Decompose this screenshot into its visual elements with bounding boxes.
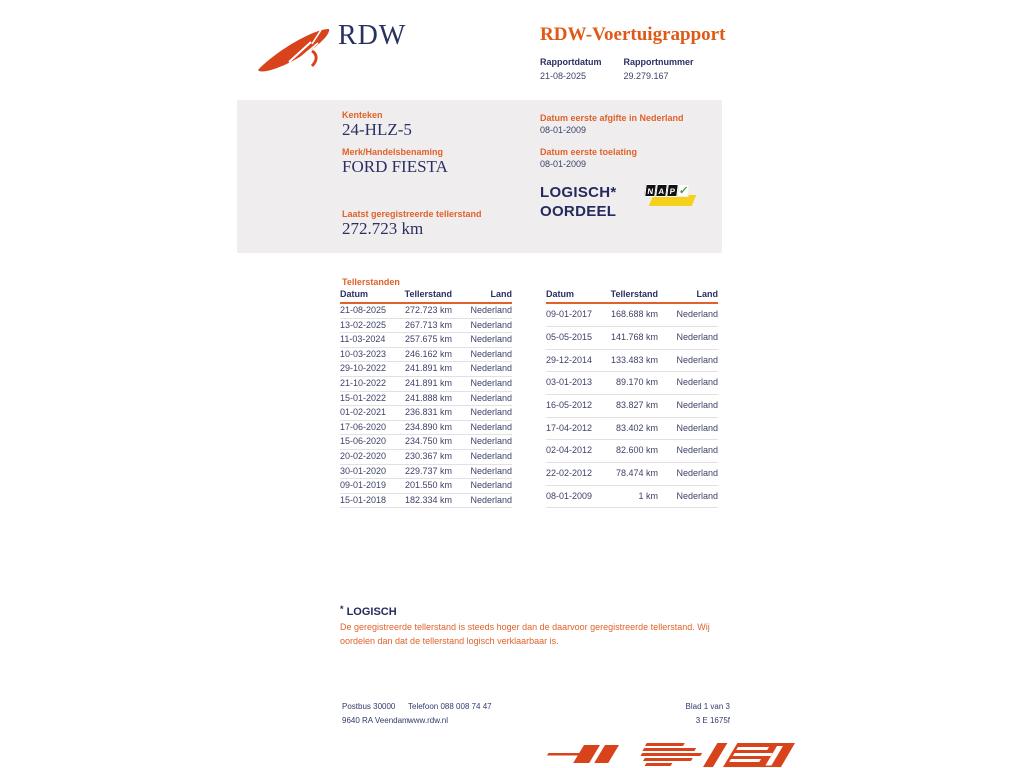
eerste-toelating-label: Datum eerste toelating (540, 147, 638, 157)
oordeel-line2: OORDEEL (540, 203, 617, 220)
tellerstanden-table-left (340, 289, 512, 508)
page-title: RDW-Voertuigrapport (540, 24, 726, 45)
table-row (546, 303, 718, 326)
kenteken-value: 24-HLZ-5 (342, 120, 412, 139)
oordeel-text (540, 183, 617, 221)
note-body: De geregistreerde tellerstand is steeds hoger dan de daarvoor geregistreerde tellerstand. Wij oordelen dan dat de tellerstand logisch verklaarbaar is. (340, 622, 710, 646)
table-cell: 15-06-2020 (340, 435, 404, 450)
table-row (340, 420, 512, 435)
laatste-tellerstand-label: Laatst geregistreerde tellerstand (342, 209, 482, 219)
table-cell: 11-03-2024 (340, 333, 404, 348)
table-row (340, 464, 512, 479)
rdw-feather-logo-icon (255, 24, 335, 76)
table-row (546, 462, 718, 485)
table-cell: 05-05-2015 (546, 326, 610, 349)
table-row (340, 435, 512, 450)
table-cell: Nederland (658, 349, 718, 372)
table-row (340, 449, 512, 464)
table-cell: 141.768 km (610, 326, 658, 349)
table-cell: Nederland (658, 462, 718, 485)
table-cell: 83.402 km (610, 417, 658, 440)
table-row (546, 440, 718, 463)
table-cell: Nederland (452, 333, 512, 348)
report-number-label: Rapportnummer (623, 57, 694, 67)
laatste-tellerstand-value: 272.723 km (342, 219, 424, 238)
table-cell: 241.891 km (404, 362, 452, 377)
table-row (546, 372, 718, 395)
table-cell: Nederland (452, 449, 512, 464)
footer-phone: Telefoon 088 008 74 47 (408, 702, 492, 711)
table-cell: 78.474 km (610, 462, 658, 485)
report-date-label: Rapportdatum (540, 57, 602, 67)
table-cell: Nederland (452, 406, 512, 421)
note-asterisk: * (340, 604, 344, 614)
footer-page-info (600, 700, 730, 728)
table-row (340, 493, 512, 508)
table-cell: 17-04-2012 (546, 417, 610, 440)
table-cell: Nederland (658, 326, 718, 349)
table-row (340, 333, 512, 348)
table-cell: 246.162 km (404, 347, 452, 362)
table-cell: 29-10-2022 (340, 362, 404, 377)
footer-page-indicator: Blad 1 van 3 (685, 702, 730, 711)
footer-address (342, 700, 409, 728)
table-row (340, 362, 512, 377)
table-cell: 20-02-2020 (340, 449, 404, 464)
table-cell: 13-02-2025 (340, 318, 404, 333)
table-cell: 234.750 km (404, 435, 452, 450)
merk-label: Merk/Handelsbenaming (342, 147, 444, 157)
table-cell: 257.675 km (404, 333, 452, 348)
table-row (340, 376, 512, 391)
nap-check-icon: ✓ (678, 185, 689, 197)
kenteken-label: Kenteken (342, 110, 383, 120)
table-cell: 30-01-2020 (340, 464, 404, 479)
table-cell: Nederland (452, 391, 512, 406)
table-cell: Nederland (658, 394, 718, 417)
table-cell: Nederland (658, 485, 718, 508)
table-cell: Nederland (658, 417, 718, 440)
table-cell: Nederland (452, 435, 512, 450)
table-cell: 133.483 km (610, 349, 658, 372)
table-cell: 16-05-2012 (546, 394, 610, 417)
table-row (546, 485, 718, 508)
table-cell: 08-01-2009 (546, 485, 610, 508)
table-cell: Nederland (658, 440, 718, 463)
table-cell: 201.550 km (404, 479, 452, 494)
table-cell: Nederland (452, 464, 512, 479)
table-cell: 229.737 km (404, 464, 452, 479)
footer-form-code: 3 E 1675f (695, 716, 730, 725)
footer-contact (408, 700, 492, 728)
oordeel-line1: LOGISCH* (540, 184, 617, 201)
eerste-afgifte-value: 08-01-2009 (540, 125, 587, 135)
table-row (546, 394, 718, 417)
footer-city: 9640 RA Veendam (342, 716, 409, 725)
table-cell: 267.713 km (404, 318, 452, 333)
table-row (546, 417, 718, 440)
table-row (340, 303, 512, 318)
report-number-block (624, 57, 694, 81)
note-title (340, 604, 397, 618)
table-cell: Nederland (452, 362, 512, 377)
table-cell: 21-10-2022 (340, 376, 404, 391)
vehicle-summary-box (237, 100, 722, 253)
tellerstanden-section-title: Tellerstanden (342, 277, 400, 287)
table-cell: 1 km (610, 485, 658, 508)
table-cell: 241.888 km (404, 391, 452, 406)
table-row (340, 406, 512, 421)
nap-letter-a: A (655, 184, 668, 197)
table-row (546, 326, 718, 349)
nap-logo (645, 184, 697, 210)
tellerstanden-tables (340, 289, 718, 508)
table-row (546, 349, 718, 372)
report-date-block (540, 57, 602, 81)
table-row (340, 318, 512, 333)
table-cell: 83.827 km (610, 394, 658, 417)
table-header-row (546, 289, 718, 303)
table-cell: 182.334 km (404, 493, 452, 508)
table-cell: Nederland (452, 347, 512, 362)
column-header-land: Land (452, 289, 512, 303)
table-cell: 09-01-2019 (340, 479, 404, 494)
eerste-toelating-value: 08-01-2009 (540, 159, 587, 169)
table-cell: 03-01-2013 (546, 372, 610, 395)
table-cell: 241.891 km (404, 376, 452, 391)
table-cell: 230.367 km (404, 449, 452, 464)
column-header-tellerstand: Tellerstand (404, 289, 452, 303)
table-cell: 168.688 km (610, 303, 658, 326)
table-cell: Nederland (452, 376, 512, 391)
column-header-tellerstand: Tellerstand (610, 289, 658, 303)
tellerstanden-table-right (546, 289, 718, 508)
eerste-afgifte-label: Datum eerste afgifte in Nederland (540, 113, 684, 123)
nap-letter-p: P (666, 184, 679, 197)
footer-website-link[interactable]: www.rdw.nl (408, 716, 449, 725)
merk-value: FORD FIESTA (342, 157, 448, 176)
table-cell: Nederland (452, 318, 512, 333)
table-cell: Nederland (452, 303, 512, 318)
table-row (340, 347, 512, 362)
table-cell: 10-03-2023 (340, 347, 404, 362)
table-cell: Nederland (658, 303, 718, 326)
table-cell: Nederland (452, 479, 512, 494)
table-cell: Nederland (658, 372, 718, 395)
table-cell: Nederland (452, 493, 512, 508)
table-cell: 21-08-2025 (340, 303, 404, 318)
table-cell: 272.723 km (404, 303, 452, 318)
table-cell: 09-01-2017 (546, 303, 610, 326)
footer-postbus: Postbus 30000 (342, 702, 396, 711)
report-number-value: 29.279.167 (623, 71, 669, 81)
note-title-text: LOGISCH (346, 606, 397, 618)
table-cell: 02-04-2012 (546, 440, 610, 463)
table-cell: 22-02-2012 (546, 462, 610, 485)
column-header-datum: Datum (546, 289, 610, 303)
table-cell: 15-01-2022 (340, 391, 404, 406)
table-cell: 234.890 km (404, 420, 452, 435)
table-cell: 17-06-2020 (340, 420, 404, 435)
table-header-row (340, 289, 512, 303)
table-row (340, 391, 512, 406)
table-cell: 82.600 km (610, 440, 658, 463)
table-row (340, 479, 512, 494)
table-cell: 89.170 km (610, 372, 658, 395)
rdw-logo-wordmark: RDW (338, 20, 407, 51)
column-header-land: Land (658, 289, 718, 303)
table-cell: 01-02-2021 (340, 406, 404, 421)
column-header-datum: Datum (340, 289, 404, 303)
rdw-wing-graphic-icon (545, 741, 795, 768)
report-meta (540, 57, 694, 81)
table-cell: 29-12-2014 (546, 349, 610, 372)
report-date-value: 21-08-2025 (540, 71, 587, 81)
nap-letter-n: N (644, 184, 657, 197)
table-cell: 236.831 km (404, 406, 452, 421)
table-cell: Nederland (452, 420, 512, 435)
table-cell: 15-01-2018 (340, 493, 404, 508)
